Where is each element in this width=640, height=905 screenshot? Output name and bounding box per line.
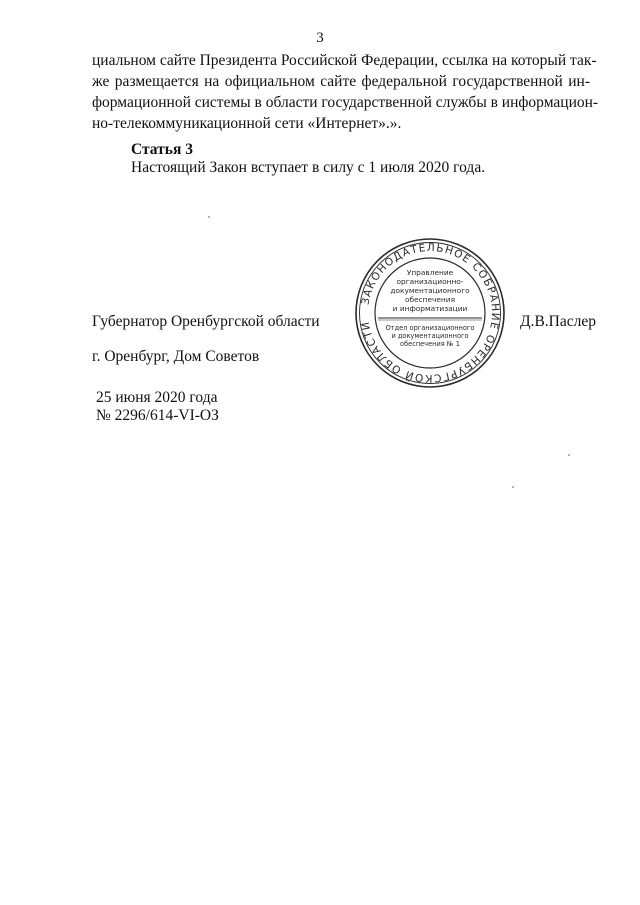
signatory-position: Губернатор Оренбургской области — [92, 313, 320, 330]
seal-inner-line: и информатизации — [392, 304, 468, 313]
paragraph-line: но-телекоммуникационной сети «Интернет».». — [92, 115, 402, 132]
signatory-name: Д.В.Паслер — [520, 313, 596, 330]
seal-dept-line: и документационного — [391, 332, 469, 340]
svg-text:ЗАКОНОДАТЕЛЬНОЕ СОБРАНИЕ ОРЕНБ — [359, 242, 501, 384]
seal-inner-line: организационно- — [396, 277, 464, 286]
seal-dept-line: Отдел организационного — [385, 324, 475, 332]
official-seal-stamp — [354, 237, 506, 389]
signing-place: г. Оренбург, Дом Советов — [92, 348, 260, 365]
seal-inner-line: Управление — [406, 268, 454, 277]
seal-inner-line: обеспечения — [404, 295, 456, 304]
article-title: Статья 3 — [131, 141, 193, 158]
scan-speck — [568, 454, 570, 456]
continuation-paragraph — [92, 50, 599, 134]
seal-ring-text: ЗАКОНОДАТЕЛЬНОЕ СОБРАНИЕ ОРЕНБУРГСКОЙ ОБЛАСТИ — [359, 241, 502, 385]
paragraph-line: же размещается на официальном сайте федеральной государственной ин- — [92, 73, 590, 90]
law-number: № 2296/614-VI-ОЗ — [96, 407, 219, 424]
paragraph-line: формационной системы в области государственной службы в информацион- — [92, 94, 599, 111]
scan-speck — [512, 486, 514, 488]
seal-inner-line: документационного — [390, 286, 470, 295]
page-number: 3 — [316, 30, 324, 46]
article-text: Настоящий Закон вступает в силу с 1 июля 2020 года. — [131, 159, 486, 176]
scan-speck — [208, 216, 210, 218]
law-date: 25 июня 2020 года — [96, 389, 218, 406]
paragraph-line: циальном сайте Президента Российской Федерации, ссылка на который так- — [92, 52, 597, 69]
seal-dept-line: обеспечения № 1 — [400, 340, 460, 348]
